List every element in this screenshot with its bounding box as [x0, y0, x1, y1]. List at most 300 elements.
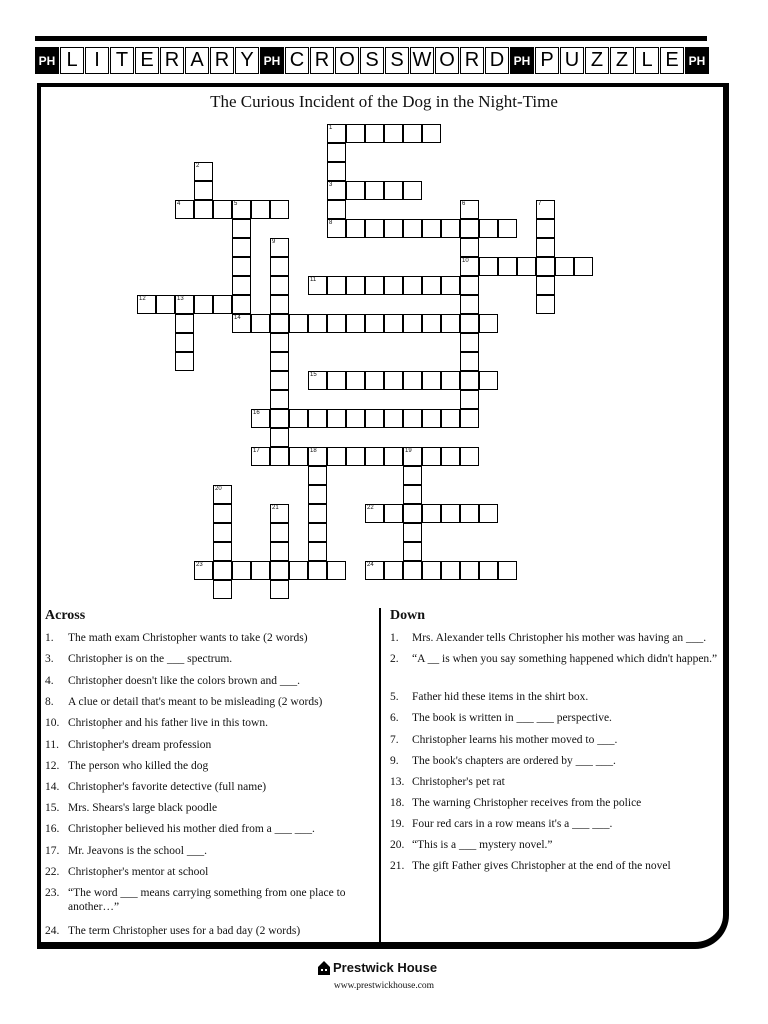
grid-cell[interactable] — [327, 409, 346, 428]
grid-cell[interactable] — [479, 314, 498, 333]
grid-cell[interactable] — [327, 314, 346, 333]
grid-cell[interactable] — [251, 314, 270, 333]
clue-number: 12. — [45, 760, 60, 772]
clue-item — [45, 738, 368, 752]
clue-number-label: 24 — [367, 562, 374, 568]
clue-number-label: 13 — [177, 296, 184, 302]
grid-cell[interactable] — [232, 314, 251, 333]
grid-cell[interactable] — [384, 504, 403, 523]
grid-cell[interactable] — [308, 276, 327, 295]
clue-number: 10. — [45, 717, 60, 729]
clue-item — [45, 716, 368, 730]
clue-number: 22. — [45, 866, 60, 878]
grid-cell[interactable] — [232, 200, 251, 219]
grid-cell[interactable] — [441, 219, 460, 238]
grid-cell[interactable] — [498, 561, 517, 580]
clue-number: 15. — [45, 802, 60, 814]
grid-cell[interactable] — [441, 276, 460, 295]
grid-cell[interactable] — [327, 561, 346, 580]
banner-letter: I — [85, 47, 109, 74]
clue-item — [45, 695, 368, 709]
grid-cell[interactable] — [403, 561, 422, 580]
grid-cell[interactable] — [251, 447, 270, 466]
clue-number: 24. — [45, 925, 60, 937]
clue-item — [390, 817, 720, 831]
grid-cell[interactable] — [270, 276, 289, 295]
clue-item — [45, 801, 368, 815]
grid-cell[interactable] — [308, 485, 327, 504]
clue-item — [390, 690, 720, 704]
clue-item — [390, 652, 720, 666]
clue-number-label: 2 — [196, 163, 200, 169]
grid-cell[interactable] — [403, 466, 422, 485]
clue-number: 19. — [390, 818, 405, 830]
clue-text: The person who killed the dog — [68, 760, 209, 772]
brand-url: www.prestwickhouse.com — [333, 981, 435, 991]
grid-cell[interactable] — [403, 314, 422, 333]
clue-item — [390, 859, 720, 873]
banner-letter: T — [110, 47, 134, 74]
grid-cell[interactable] — [327, 447, 346, 466]
grid-cell[interactable] — [460, 333, 479, 352]
grid-cell[interactable] — [460, 219, 479, 238]
clue-number-label: 18 — [310, 448, 317, 454]
clue-number: 1. — [45, 632, 54, 644]
grid-cell[interactable] — [308, 371, 327, 390]
clue-number-label: 12 — [139, 296, 146, 302]
banner-letter: P — [535, 47, 559, 74]
grid-cell[interactable] — [175, 200, 194, 219]
clue-text: Four red cars in a row means it's a ___ ___. — [412, 818, 613, 830]
clue-number: 7. — [390, 734, 399, 746]
grid-cell[interactable] — [365, 219, 384, 238]
banner-letter: S — [385, 47, 409, 74]
clue-number-label: 1 — [329, 125, 333, 131]
grid-cell[interactable] — [270, 390, 289, 409]
clue-text: The book's chapters are ordered by ___ ___. — [412, 755, 616, 767]
clue-item — [45, 844, 368, 858]
clue-number-label: 23 — [196, 562, 203, 568]
clue-item — [45, 780, 368, 794]
grid-cell[interactable] — [270, 523, 289, 542]
clue-number-label: 19 — [405, 448, 412, 454]
grid-cell[interactable] — [365, 447, 384, 466]
banner-letter: R — [460, 47, 484, 74]
grid-cell[interactable] — [403, 124, 422, 143]
banner-letter: R — [210, 47, 234, 74]
grid-cell[interactable] — [479, 561, 498, 580]
clue-item — [45, 759, 368, 773]
grid-cell[interactable] — [536, 219, 555, 238]
grid-cell[interactable] — [384, 181, 403, 200]
grid-cell[interactable] — [346, 181, 365, 200]
grid-cell[interactable] — [460, 295, 479, 314]
clue-text: Christopher's dream profession — [68, 739, 212, 751]
grid-cell[interactable] — [232, 238, 251, 257]
clue-item — [390, 754, 720, 768]
brand-name: Prestwick House — [333, 960, 438, 975]
clue-item — [45, 652, 368, 666]
clue-text: Mr. Jeavons is the school ___. — [68, 845, 207, 857]
grid-cell[interactable] — [384, 371, 403, 390]
grid-cell[interactable] — [460, 238, 479, 257]
clue-item — [390, 796, 720, 810]
grid-cell[interactable] — [289, 314, 308, 333]
clue-number-label: 17 — [253, 448, 260, 454]
grid-cell[interactable] — [498, 219, 517, 238]
clue-number: 14. — [45, 781, 60, 793]
grid-cell[interactable] — [384, 124, 403, 143]
clue-item — [390, 775, 720, 789]
clue-item — [390, 733, 720, 747]
grid-cell[interactable] — [251, 561, 270, 580]
grid-cell[interactable] — [536, 276, 555, 295]
banner-letter: L — [635, 47, 659, 74]
grid-cell[interactable] — [460, 409, 479, 428]
clue-number-label: 9 — [272, 239, 276, 245]
clue-text: “A __ is when you say something happened which didn't happen.” — [412, 653, 718, 665]
grid-cell[interactable] — [384, 409, 403, 428]
grid-cell[interactable] — [270, 333, 289, 352]
grid-cell[interactable] — [175, 295, 194, 314]
grid-cell[interactable] — [213, 295, 232, 314]
grid-cell[interactable] — [213, 200, 232, 219]
clue-number: 18. — [390, 797, 405, 809]
clue-number-label: 5 — [234, 201, 238, 207]
grid-cell[interactable] — [441, 504, 460, 523]
banner-letter: A — [185, 47, 209, 74]
grid-cell[interactable] — [403, 485, 422, 504]
grid-cell[interactable] — [384, 447, 403, 466]
grid-cell[interactable] — [327, 162, 346, 181]
grid-cell[interactable] — [403, 409, 422, 428]
clue-number-label: 6 — [462, 201, 466, 207]
clue-text: Mrs. Shears's large black poodle — [68, 802, 218, 814]
clue-text: Christopher's mentor at school — [68, 866, 209, 878]
grid-cell[interactable] — [460, 390, 479, 409]
grid-cell[interactable] — [270, 580, 289, 599]
grid-cell[interactable] — [422, 219, 441, 238]
grid-cell[interactable] — [479, 504, 498, 523]
grid-cell[interactable] — [460, 200, 479, 219]
prestwick-house-logo — [318, 960, 437, 975]
clue-text: Christopher learns his mother moved to ___. — [412, 734, 618, 746]
clue-number-label: 16 — [253, 410, 260, 416]
grid-cell[interactable] — [270, 542, 289, 561]
clue-text: Father hid these items in the shirt box. — [412, 691, 589, 703]
grid-cell[interactable] — [384, 219, 403, 238]
clue-number: 21. — [390, 860, 405, 872]
clue-number: 9. — [390, 755, 399, 767]
grid-cell[interactable] — [327, 143, 346, 162]
banner-letter: Z — [610, 47, 634, 74]
clue-text: Christopher and his father live in this town. — [68, 717, 268, 729]
grid-cell[interactable] — [346, 371, 365, 390]
clue-number: 3. — [45, 653, 54, 665]
clue-item — [45, 631, 368, 645]
grid-cell[interactable] — [441, 371, 460, 390]
grid-cell[interactable] — [441, 447, 460, 466]
grid-cell[interactable] — [403, 276, 422, 295]
grid-cell[interactable] — [270, 409, 289, 428]
banner-letter: R — [160, 47, 184, 74]
grid-cell[interactable] — [270, 200, 289, 219]
clue-item — [45, 674, 368, 688]
clue-text: Christopher's pet rat — [412, 776, 505, 788]
clue-number: 11. — [45, 739, 59, 751]
grid-cell[interactable] — [308, 542, 327, 561]
banner-letter: D — [485, 47, 509, 74]
grid-cell[interactable] — [194, 181, 213, 200]
clue-text: The term Christopher uses for a bad day (2 words) — [68, 925, 301, 937]
grid-cell[interactable] — [232, 219, 251, 238]
grid-cell[interactable] — [213, 523, 232, 542]
grid-cell[interactable] — [327, 276, 346, 295]
clue-number-label: 4 — [177, 201, 181, 207]
clue-number-label: 7 — [538, 201, 542, 207]
grid-cell[interactable] — [270, 257, 289, 276]
grid-cell[interactable] — [403, 542, 422, 561]
banner-letter: Y — [235, 47, 259, 74]
clue-text: The book is written in ___ ___ perspective. — [412, 712, 612, 724]
banner-letter: C — [285, 47, 309, 74]
grid-cell[interactable] — [327, 124, 346, 143]
clue-item — [390, 631, 720, 645]
grid-cell[interactable] — [289, 561, 308, 580]
clue-number: 8. — [45, 696, 54, 708]
grid-cell[interactable] — [441, 314, 460, 333]
grid-cell[interactable] — [441, 561, 460, 580]
grid-cell[interactable] — [555, 257, 574, 276]
grid-cell[interactable] — [175, 314, 194, 333]
clue-number-label: 20 — [215, 486, 222, 492]
clue-text: Christopher believed his mother died from a ___ ___. — [68, 823, 315, 835]
clue-text: Christopher doesn't like the colors brown and ___. — [68, 675, 301, 687]
clue-number: 17. — [45, 845, 60, 857]
banner-letter: R — [310, 47, 334, 74]
grid-cell[interactable] — [194, 561, 213, 580]
grid-cell[interactable] — [175, 352, 194, 371]
grid-cell[interactable] — [213, 504, 232, 523]
grid-cell[interactable] — [308, 447, 327, 466]
grid-cell[interactable] — [270, 447, 289, 466]
grid-cell[interactable] — [327, 200, 346, 219]
grid-cell[interactable] — [308, 523, 327, 542]
grid-cell[interactable] — [270, 428, 289, 447]
grid-cell[interactable] — [422, 276, 441, 295]
grid-cell[interactable] — [270, 295, 289, 314]
grid-cell[interactable] — [232, 295, 251, 314]
across-heading: Across — [45, 608, 86, 623]
grid-cell[interactable] — [327, 219, 346, 238]
grid-cell[interactable] — [403, 447, 422, 466]
clue-number-label: 21 — [272, 505, 279, 511]
grid-cell[interactable] — [422, 124, 441, 143]
clue-number-label: 22 — [367, 505, 374, 511]
grid-cell[interactable] — [460, 447, 479, 466]
grid-cell[interactable] — [346, 447, 365, 466]
grid-cell[interactable] — [441, 409, 460, 428]
clue-number-label: 15 — [310, 372, 317, 378]
grid-cell[interactable] — [308, 504, 327, 523]
banner-letter: E — [135, 47, 159, 74]
grid-cell[interactable] — [289, 447, 308, 466]
puzzle-title: The Curious Incident of the Dog in the Night-Time — [210, 92, 558, 111]
grid-cell[interactable] — [479, 371, 498, 390]
clue-text: A clue or detail that's meant to be misleading (2 words) — [68, 696, 323, 708]
clue-text: “This is a ___ mystery novel.” — [412, 839, 553, 851]
grid-cell[interactable] — [460, 352, 479, 371]
clue-text: Mrs. Alexander tells Christopher his mother was having an ___. — [412, 632, 707, 644]
clue-number-label: 8 — [329, 220, 333, 226]
grid-cell[interactable] — [365, 504, 384, 523]
grid-cell[interactable] — [213, 580, 232, 599]
grid-cell[interactable] — [365, 276, 384, 295]
grid-cell[interactable] — [403, 219, 422, 238]
grid-cell[interactable] — [517, 257, 536, 276]
grid-cell[interactable] — [479, 219, 498, 238]
clue-number-label: 10 — [462, 258, 469, 264]
clue-text: “The word ___ means carrying something from one place to another…” — [68, 887, 346, 913]
grid-cell[interactable] — [403, 371, 422, 390]
grid-cell[interactable] — [346, 276, 365, 295]
grid-cell[interactable] — [422, 504, 441, 523]
clue-item — [45, 886, 368, 914]
grid-cell[interactable] — [498, 257, 517, 276]
banner-logo-icon: PH — [260, 47, 284, 74]
grid-cell[interactable] — [346, 124, 365, 143]
clue-number: 6. — [390, 712, 399, 724]
down-heading: Down — [390, 608, 426, 623]
grid-cell[interactable] — [574, 257, 593, 276]
grid-cell[interactable] — [194, 200, 213, 219]
grid-cell[interactable] — [327, 181, 346, 200]
grid-cell[interactable] — [422, 314, 441, 333]
clue-text: The math exam Christopher wants to take (2 words) — [68, 632, 308, 644]
banner-letter: W — [410, 47, 434, 74]
clue-number: 20. — [390, 839, 405, 851]
banner-letter: E — [660, 47, 684, 74]
grid-cell[interactable] — [308, 314, 327, 333]
grid-cell[interactable] — [403, 181, 422, 200]
banner-letter: L — [60, 47, 84, 74]
clue-text: Christopher is on the ___ spectrum. — [68, 653, 233, 665]
banner-letter: O — [435, 47, 459, 74]
grid-cell[interactable] — [460, 257, 479, 276]
grid-cell[interactable] — [460, 504, 479, 523]
grid-cell[interactable] — [346, 219, 365, 238]
grid-cell[interactable] — [460, 276, 479, 295]
clue-number: 2. — [390, 653, 399, 665]
grid-cell[interactable] — [289, 409, 308, 428]
banner-logo-icon: PH — [35, 47, 59, 74]
grid-cell[interactable] — [536, 238, 555, 257]
grid-cell[interactable] — [365, 409, 384, 428]
clue-number: 5. — [390, 691, 399, 703]
grid-cell[interactable] — [460, 371, 479, 390]
grid-cell[interactable] — [232, 561, 251, 580]
grid-cell[interactable] — [422, 409, 441, 428]
grid-cell[interactable] — [156, 295, 175, 314]
clue-text: The warning Christopher receives from the police — [412, 797, 642, 809]
grid-cell[interactable] — [232, 257, 251, 276]
grid-cell[interactable] — [232, 276, 251, 295]
banner-letter: Z — [585, 47, 609, 74]
grid-cell[interactable] — [384, 276, 403, 295]
grid-cell[interactable] — [403, 523, 422, 542]
clue-text: Christopher's favorite detective (full name) — [68, 781, 267, 793]
grid-cell[interactable] — [536, 200, 555, 219]
clue-text: The gift Father gives Christopher at the end of the novel — [412, 860, 671, 872]
grid-cell[interactable] — [270, 314, 289, 333]
grid-cell[interactable] — [213, 561, 232, 580]
grid-cell[interactable] — [308, 409, 327, 428]
grid-cell[interactable] — [175, 333, 194, 352]
grid-cell[interactable] — [270, 561, 289, 580]
house-logo-icon — [318, 961, 330, 975]
grid-cell[interactable] — [384, 561, 403, 580]
banner-logo-icon: PH — [685, 47, 709, 74]
grid-cell[interactable] — [479, 257, 498, 276]
clue-number-label: 11 — [310, 277, 317, 283]
column-divider — [379, 608, 381, 942]
grid-cell[interactable] — [251, 409, 270, 428]
grid-cell[interactable] — [327, 371, 346, 390]
grid-cell[interactable] — [536, 257, 555, 276]
banner-letter: S — [360, 47, 384, 74]
clue-number: 1. — [390, 632, 399, 644]
grid-cell[interactable] — [308, 561, 327, 580]
grid-cell[interactable] — [194, 162, 213, 181]
grid-cell[interactable] — [365, 314, 384, 333]
clue-item — [45, 865, 368, 879]
grid-cell[interactable] — [137, 295, 156, 314]
clue-item — [45, 822, 368, 836]
grid-cell[interactable] — [422, 371, 441, 390]
grid-cell[interactable] — [270, 238, 289, 257]
grid-cell[interactable] — [365, 561, 384, 580]
grid-cell[interactable] — [422, 447, 441, 466]
grid-cell[interactable] — [384, 314, 403, 333]
banner-letter: O — [335, 47, 359, 74]
grid-cell[interactable] — [270, 504, 289, 523]
grid-cell[interactable] — [422, 561, 441, 580]
grid-cell[interactable] — [365, 371, 384, 390]
clue-item — [390, 711, 720, 725]
grid-cell[interactable] — [460, 314, 479, 333]
grid-cell[interactable] — [346, 314, 365, 333]
grid-cell[interactable] — [403, 504, 422, 523]
grid-cell[interactable] — [251, 200, 270, 219]
clue-item — [390, 838, 720, 852]
clue-number: 4. — [45, 675, 54, 687]
clue-number: 16. — [45, 823, 60, 835]
grid-cell[interactable] — [346, 409, 365, 428]
clue-number: 23. — [45, 887, 60, 899]
clue-item — [45, 924, 368, 938]
grid-cell[interactable] — [194, 295, 213, 314]
grid-cell[interactable] — [365, 181, 384, 200]
grid-cell[interactable] — [536, 295, 555, 314]
banner-logo-icon: PH — [510, 47, 534, 74]
grid-cell[interactable] — [460, 561, 479, 580]
grid-cell[interactable] — [308, 466, 327, 485]
grid-cell[interactable] — [213, 485, 232, 504]
grid-cell[interactable] — [270, 352, 289, 371]
grid-cell[interactable] — [213, 542, 232, 561]
grid-cell[interactable] — [270, 371, 289, 390]
grid-cell[interactable] — [365, 124, 384, 143]
